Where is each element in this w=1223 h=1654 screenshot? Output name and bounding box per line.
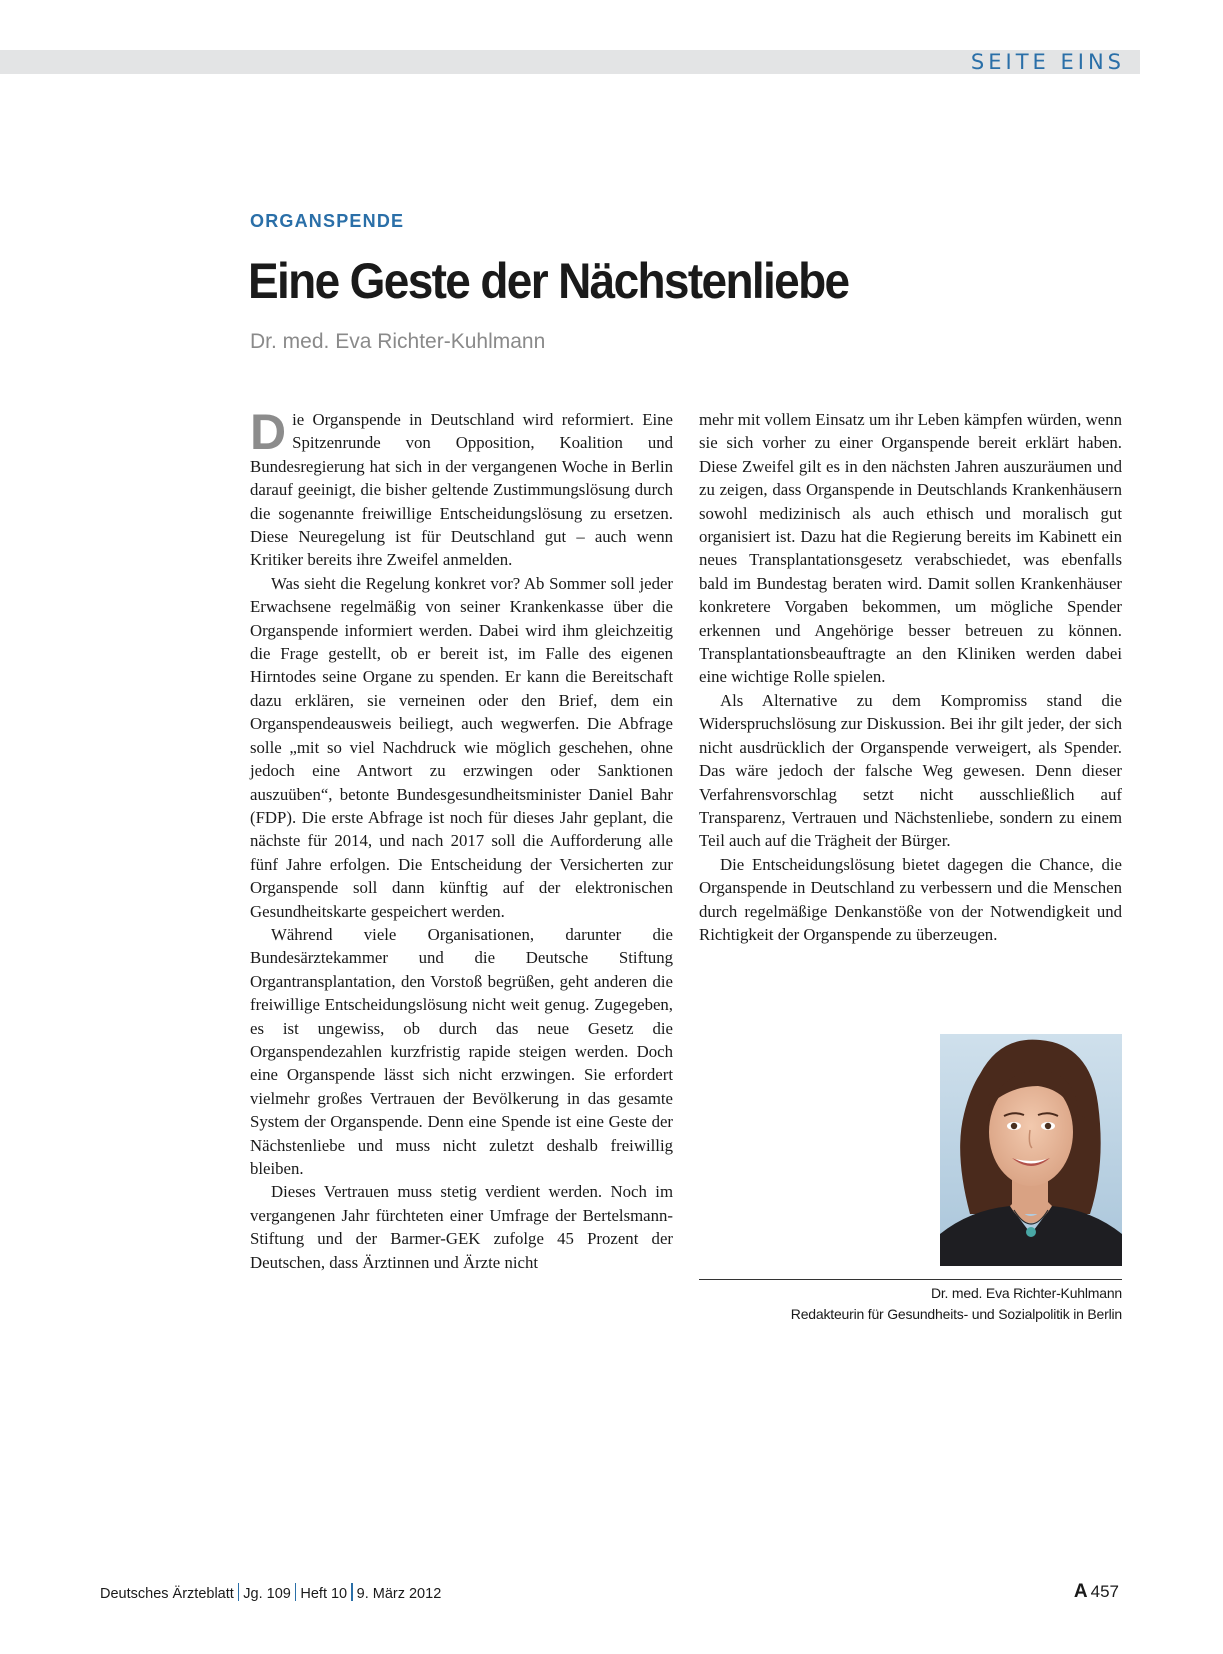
article-author: Dr. med. Eva Richter-Kuhlmann	[250, 330, 546, 353]
page-number	[1074, 1580, 1119, 1604]
footer-citation	[100, 1583, 441, 1604]
article-kicker: ORGANSPENDE	[250, 211, 405, 231]
paragraph-1	[250, 404, 673, 572]
caption-role: Redakteurin für Gesundheits- und Sozialpolitik in Berlin	[790, 1306, 1122, 1322]
article-headline: Eine Geste der Nächstenliebe	[248, 253, 849, 309]
portrait-caption	[699, 1283, 1122, 1325]
paragraph-1-text: ie Organspende in Deutschland wird reformiert. Eine Spitzenrunde von Opposition, Koalition und Bundesregierung hat sich in der vergangenen Woche in Berlin darauf geeinigt, die bisher geltende Zustimmungslösung durch die sogenannte freiwillige Entscheidungslösung zu ersetzen. Diese Neuregelung ist für Deutschland gut – auch wenn Kritiker bereits ihre Zweifel anmelden.	[250, 410, 673, 570]
caption-name: Dr. med. Eva Richter-Kuhlmann	[930, 1285, 1122, 1301]
paragraph-7: Die Entscheidungslösung bietet dagegen die Chance, die Organspende in Deutschland zu verbessern und die Menschen durch regelmäßige Denkanstöße von der Notwendigkeit und Richtigkeit der Organspende zu überzeugen.	[699, 854, 1122, 944]
footer-journal: Deutsches Ärzteblatt	[100, 1586, 234, 1602]
footer-issue: Heft 10	[300, 1586, 348, 1602]
caption-rule	[699, 1279, 1122, 1280]
section-label: SEITE EINS	[970, 50, 1125, 74]
footer-separator	[295, 1583, 297, 1601]
header-bar	[0, 50, 1140, 74]
paragraph-2: Was sieht die Regelung konkret vor? Ab Sommer soll jeder Erwachsene regelmäßig von seiner Krankenkasse über die Organspende informiert werden. Dabei wird ihm gleichzeitig die Frage gestellt, ob er bereit ist, im Falle des eigenen Hirntodes seine Organe zu spenden. Er kann die Bereitschaft dazu erklären, sie verneinen oder den Brief, dem ein Organspendeausweis beiliegt, auch wegwerfen. Die Abfrage solle „mit so viel Nachdruck wie möglich geschehen, ohne jedoch eine Antwort zu erzwingen oder Sanktionen auszuüben“, betonte Bundesgesundheitsminister Daniel Bahr (FDP). Die erste Abfrage ist noch für dieses Jahr geplant, die nächste für 2014, und nach 2017 soll die Aufforderung alle fünf Jahre erfolgen. Die Entscheidung der Versicherten zur Organspende soll dann künftig auf der elektronischen Gesundheitskarte gespeichert werden.	[250, 573, 673, 921]
page-number-value: 457	[1090, 1582, 1119, 1601]
author-portrait	[940, 1034, 1122, 1266]
article-column-2	[699, 408, 1122, 946]
author-portrait-illustration	[940, 1034, 1122, 1266]
footer-separator	[238, 1583, 240, 1601]
paragraph-3: Während viele Organisationen, darunter die Bundesärztekammer und die Deutsche Stiftung Organtransplantation, den Vorstoß begrüßen, geht anderen die freiwillige Entscheidungslösung nicht weit genug. Zugegeben, es ist ungewiss, ob durch das neue Gesetz die Organspendezahlen kurzfristig rapide steigen werden. Doch eine Organspende lässt sich nicht erzwingen. Sie erfordert vielmehr großes Vertrauen der Bevölkerung in das gesamte System der Organspende. Denn eine Spende ist eine Geste der Nächstenliebe und muss nicht zuletzt deshalb freiwillig bleiben.	[250, 924, 673, 1178]
article-column-1	[250, 404, 673, 1274]
footer-volume: Jg. 109	[243, 1586, 291, 1602]
footer-separator	[351, 1583, 353, 1601]
footer-date: 9. März 2012	[356, 1586, 442, 1602]
paragraph-6: Als Alternative zu dem Kompromiss stand die Widerspruchslösung zur Diskussion. Bei ihr gilt jeder, der sich nicht ausdrücklich der Organspende verweigert, als Spender. Das wäre jedoch der falsche Weg gewesen. Denn dieser Verfahrensvorschlag setzt nicht ausschließlich auf Transparenz, Vertrauen und Nächstenliebe, sondern zu einem Teil auch auf die Trägheit der Bürger.	[699, 690, 1122, 851]
page-prefix: A	[1073, 1581, 1088, 1602]
paragraph-5: mehr mit vollem Einsatz um ihr Leben kämpfen würden, wenn sie sich vorher zu einer Organspende bereit erklärt haben. Diese Zweifel gilt es in den nächsten Jahren auszuräumen und zu zeigen, dass Organspende in Deutschlands Krankenhäusern sowohl medizinisch als auch ethisch und moralisch gut organisiert ist. Dazu hat die Regierung bereits im Kabinett ein neues Transplantationsgesetz verabschiedet, was ebenfalls bald im Bundestag beraten wird. Damit sollen Krankenhäuser konkretere Vorgaben bekommen, um mögliche Spender erkennen und Angehörige besser betreuen zu können. Transplantationsbeauftragte an den Kliniken werden dabei eine wichtige Rolle spielen.	[699, 410, 1122, 687]
drop-cap: D	[250, 404, 287, 460]
paragraph-4: Dieses Vertrauen muss stetig verdient werden. Noch im vergangenen Jahr fürchteten einer Umfrage der Bertelsmann-Stiftung und der Barmer-GEK zufolge 45 Prozent der Deutschen, dass Ärztinnen und Ärzte nicht	[250, 1182, 673, 1272]
